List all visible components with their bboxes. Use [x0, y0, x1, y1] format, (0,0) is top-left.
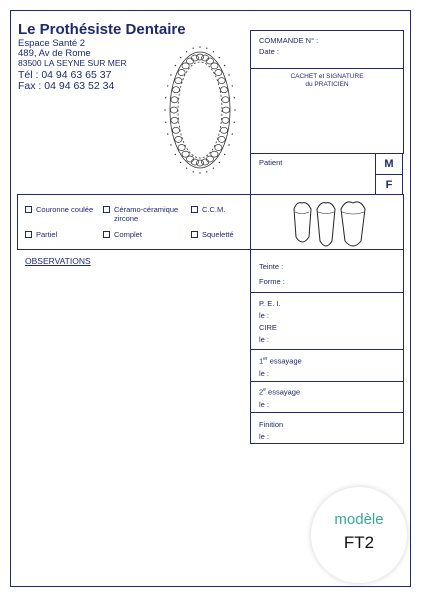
- tooth-marker: [220, 87, 227, 93]
- option-label: Couronne coulée: [36, 205, 94, 214]
- tooth-marker: [211, 63, 218, 69]
- option-label: Squeletté: [202, 230, 234, 239]
- tooth-number-dot: [167, 133, 168, 134]
- tooth-marker: [215, 70, 222, 76]
- date-label: Date :: [259, 47, 280, 56]
- lab-city: 83500 LA SEYNE SUR MER: [18, 58, 127, 68]
- tooth-marker: [175, 78, 182, 84]
- patient-label: Patient: [259, 158, 283, 167]
- option-ccm[interactable]: [191, 205, 225, 214]
- stamp-label-2: du PRATICIEN: [305, 81, 349, 88]
- tooth-number-dot: [228, 74, 229, 75]
- tooth-marker: [172, 127, 179, 133]
- sex-male-button[interactable]: M: [375, 153, 403, 175]
- cire-label: CIRE: [259, 323, 277, 332]
- tooth-marker: [206, 156, 213, 162]
- tooth-number-dot: [232, 133, 233, 134]
- checkbox[interactable]: [191, 206, 198, 213]
- option-ceramo[interactable]: [103, 205, 178, 223]
- tooth-number-dot: [193, 48, 194, 49]
- essayage-2-box[interactable]: [250, 381, 404, 413]
- tooth-number-dot: [234, 97, 235, 98]
- essayage-1-label: 1er essayage: [259, 356, 302, 366]
- tooth-number-dot: [175, 65, 176, 66]
- tooth-number-dot: [228, 144, 229, 145]
- order-box: [250, 30, 404, 69]
- sex-female-button[interactable]: F: [375, 174, 403, 195]
- tooth-number-dot: [206, 48, 207, 49]
- checkbox[interactable]: [191, 231, 198, 238]
- model-badge-title: modèle: [334, 511, 384, 528]
- stamp-label-1: CACHET et SIGNATURE: [290, 73, 364, 80]
- model-badge: [311, 487, 407, 583]
- finition-label: Finition: [259, 420, 284, 429]
- tooth-marker: [171, 97, 178, 103]
- tooth-number-dot: [213, 168, 214, 169]
- pei-label: P. E. I.: [259, 299, 281, 308]
- tooth-marker: [170, 107, 177, 113]
- tooth-marker: [222, 117, 229, 123]
- tooth-number-dot: [180, 162, 181, 163]
- lab-tel: Tél : 04 94 63 65 37: [18, 69, 112, 81]
- tooth-marker: [187, 58, 194, 64]
- dental-arch-chart-icon[interactable]: [150, 40, 250, 180]
- patient-box[interactable]: [250, 153, 376, 195]
- option-partiel[interactable]: [25, 230, 57, 239]
- tooth-marker: [196, 54, 203, 60]
- tooth-marker: [175, 136, 182, 142]
- tooth-marker: [222, 107, 229, 113]
- tooth-number-dot: [206, 171, 207, 172]
- option-label: Céramo-céramique zircone: [114, 205, 179, 223]
- tooth-number-dot: [234, 109, 235, 110]
- tooth-marker: [218, 78, 225, 84]
- lab-address-1: Espace Santé 2: [18, 38, 86, 49]
- option-complet[interactable]: [103, 230, 142, 239]
- tooth-number-dot: [232, 85, 233, 86]
- tooth-number-dot: [186, 51, 187, 52]
- tooth-marker: [182, 151, 189, 157]
- tooth-marker: [202, 55, 209, 61]
- tooth-marker: [178, 70, 185, 76]
- tooth-number-dot: [180, 57, 181, 58]
- tooth-marker: [215, 145, 222, 151]
- option-label: C.C.M.: [202, 205, 226, 214]
- tooth-marker: [172, 87, 179, 93]
- tooth-number-dot: [193, 171, 194, 172]
- tooth-number-dot: [224, 65, 225, 66]
- option-couronne[interactable]: [25, 205, 93, 214]
- tooth-number-dot: [199, 46, 200, 47]
- model-badge-code: FT2: [343, 533, 375, 552]
- tooth-marker: [220, 127, 227, 133]
- commande-label: COMMANDE N° :: [259, 36, 319, 45]
- pei-cire-box[interactable]: [250, 292, 404, 350]
- lab-name: Le Prothésiste Dentaire: [18, 21, 186, 38]
- tooth-number-dot: [175, 154, 176, 155]
- finition-date-label: le :: [259, 432, 270, 441]
- pei-date-label: le :: [259, 311, 270, 320]
- tooth-marker: [196, 160, 203, 166]
- practitioner-stamp-box[interactable]: [250, 68, 404, 154]
- tooth-number-dot: [199, 172, 200, 173]
- tooth-number-dot: [219, 162, 220, 163]
- checkbox[interactable]: [25, 206, 32, 213]
- option-squelette[interactable]: [191, 230, 234, 239]
- teinte-forme-box[interactable]: [250, 249, 404, 293]
- tooth-marker: [191, 159, 198, 165]
- tooth-marker: [178, 145, 185, 151]
- lab-fax: Fax : 04 94 63 52 34: [18, 80, 115, 92]
- essayage-1-box[interactable]: [250, 349, 404, 382]
- incisor-shapes-icon[interactable]: [289, 199, 369, 247]
- option-label: Complet: [114, 230, 142, 239]
- tooth-number-dot: [170, 144, 171, 145]
- essayage-1-date-label: le :: [259, 369, 270, 378]
- tooth-number-dot: [164, 109, 165, 110]
- tooth-number-dot: [170, 74, 171, 75]
- tooth-marker: [218, 136, 225, 142]
- teinte-label: Teinte :: [259, 262, 284, 271]
- cire-date-label: le :: [259, 335, 270, 344]
- tooth-number-dot: [234, 122, 235, 123]
- checkbox[interactable]: [103, 231, 110, 238]
- tooth-marker: [202, 159, 209, 165]
- tooth-number-dot: [167, 85, 168, 86]
- observations-heading: OBSERVATIONS: [25, 256, 91, 266]
- checkbox[interactable]: [25, 231, 32, 238]
- tooth-marker: [191, 55, 198, 61]
- tooth-number-dot: [165, 97, 166, 98]
- tooth-marker: [222, 97, 229, 103]
- tooth-number-dot: [213, 51, 214, 52]
- tooth-number-dot: [186, 168, 187, 169]
- tooth-number-dot: [219, 57, 220, 58]
- finition-box[interactable]: [250, 412, 404, 444]
- checkbox[interactable]: [103, 206, 110, 213]
- lab-address-2: 489, Av de Rome: [18, 48, 91, 59]
- option-label: Partiel: [36, 230, 58, 239]
- essayage-2-date-label: le :: [259, 400, 270, 409]
- tooth-marker: [171, 117, 178, 123]
- tooth-number-dot: [165, 122, 166, 123]
- essayage-2-label: 2e essayage: [259, 387, 301, 397]
- tooth-shape-box: [250, 194, 404, 250]
- tooth-number-dot: [224, 154, 225, 155]
- forme-label: Forme :: [259, 277, 285, 286]
